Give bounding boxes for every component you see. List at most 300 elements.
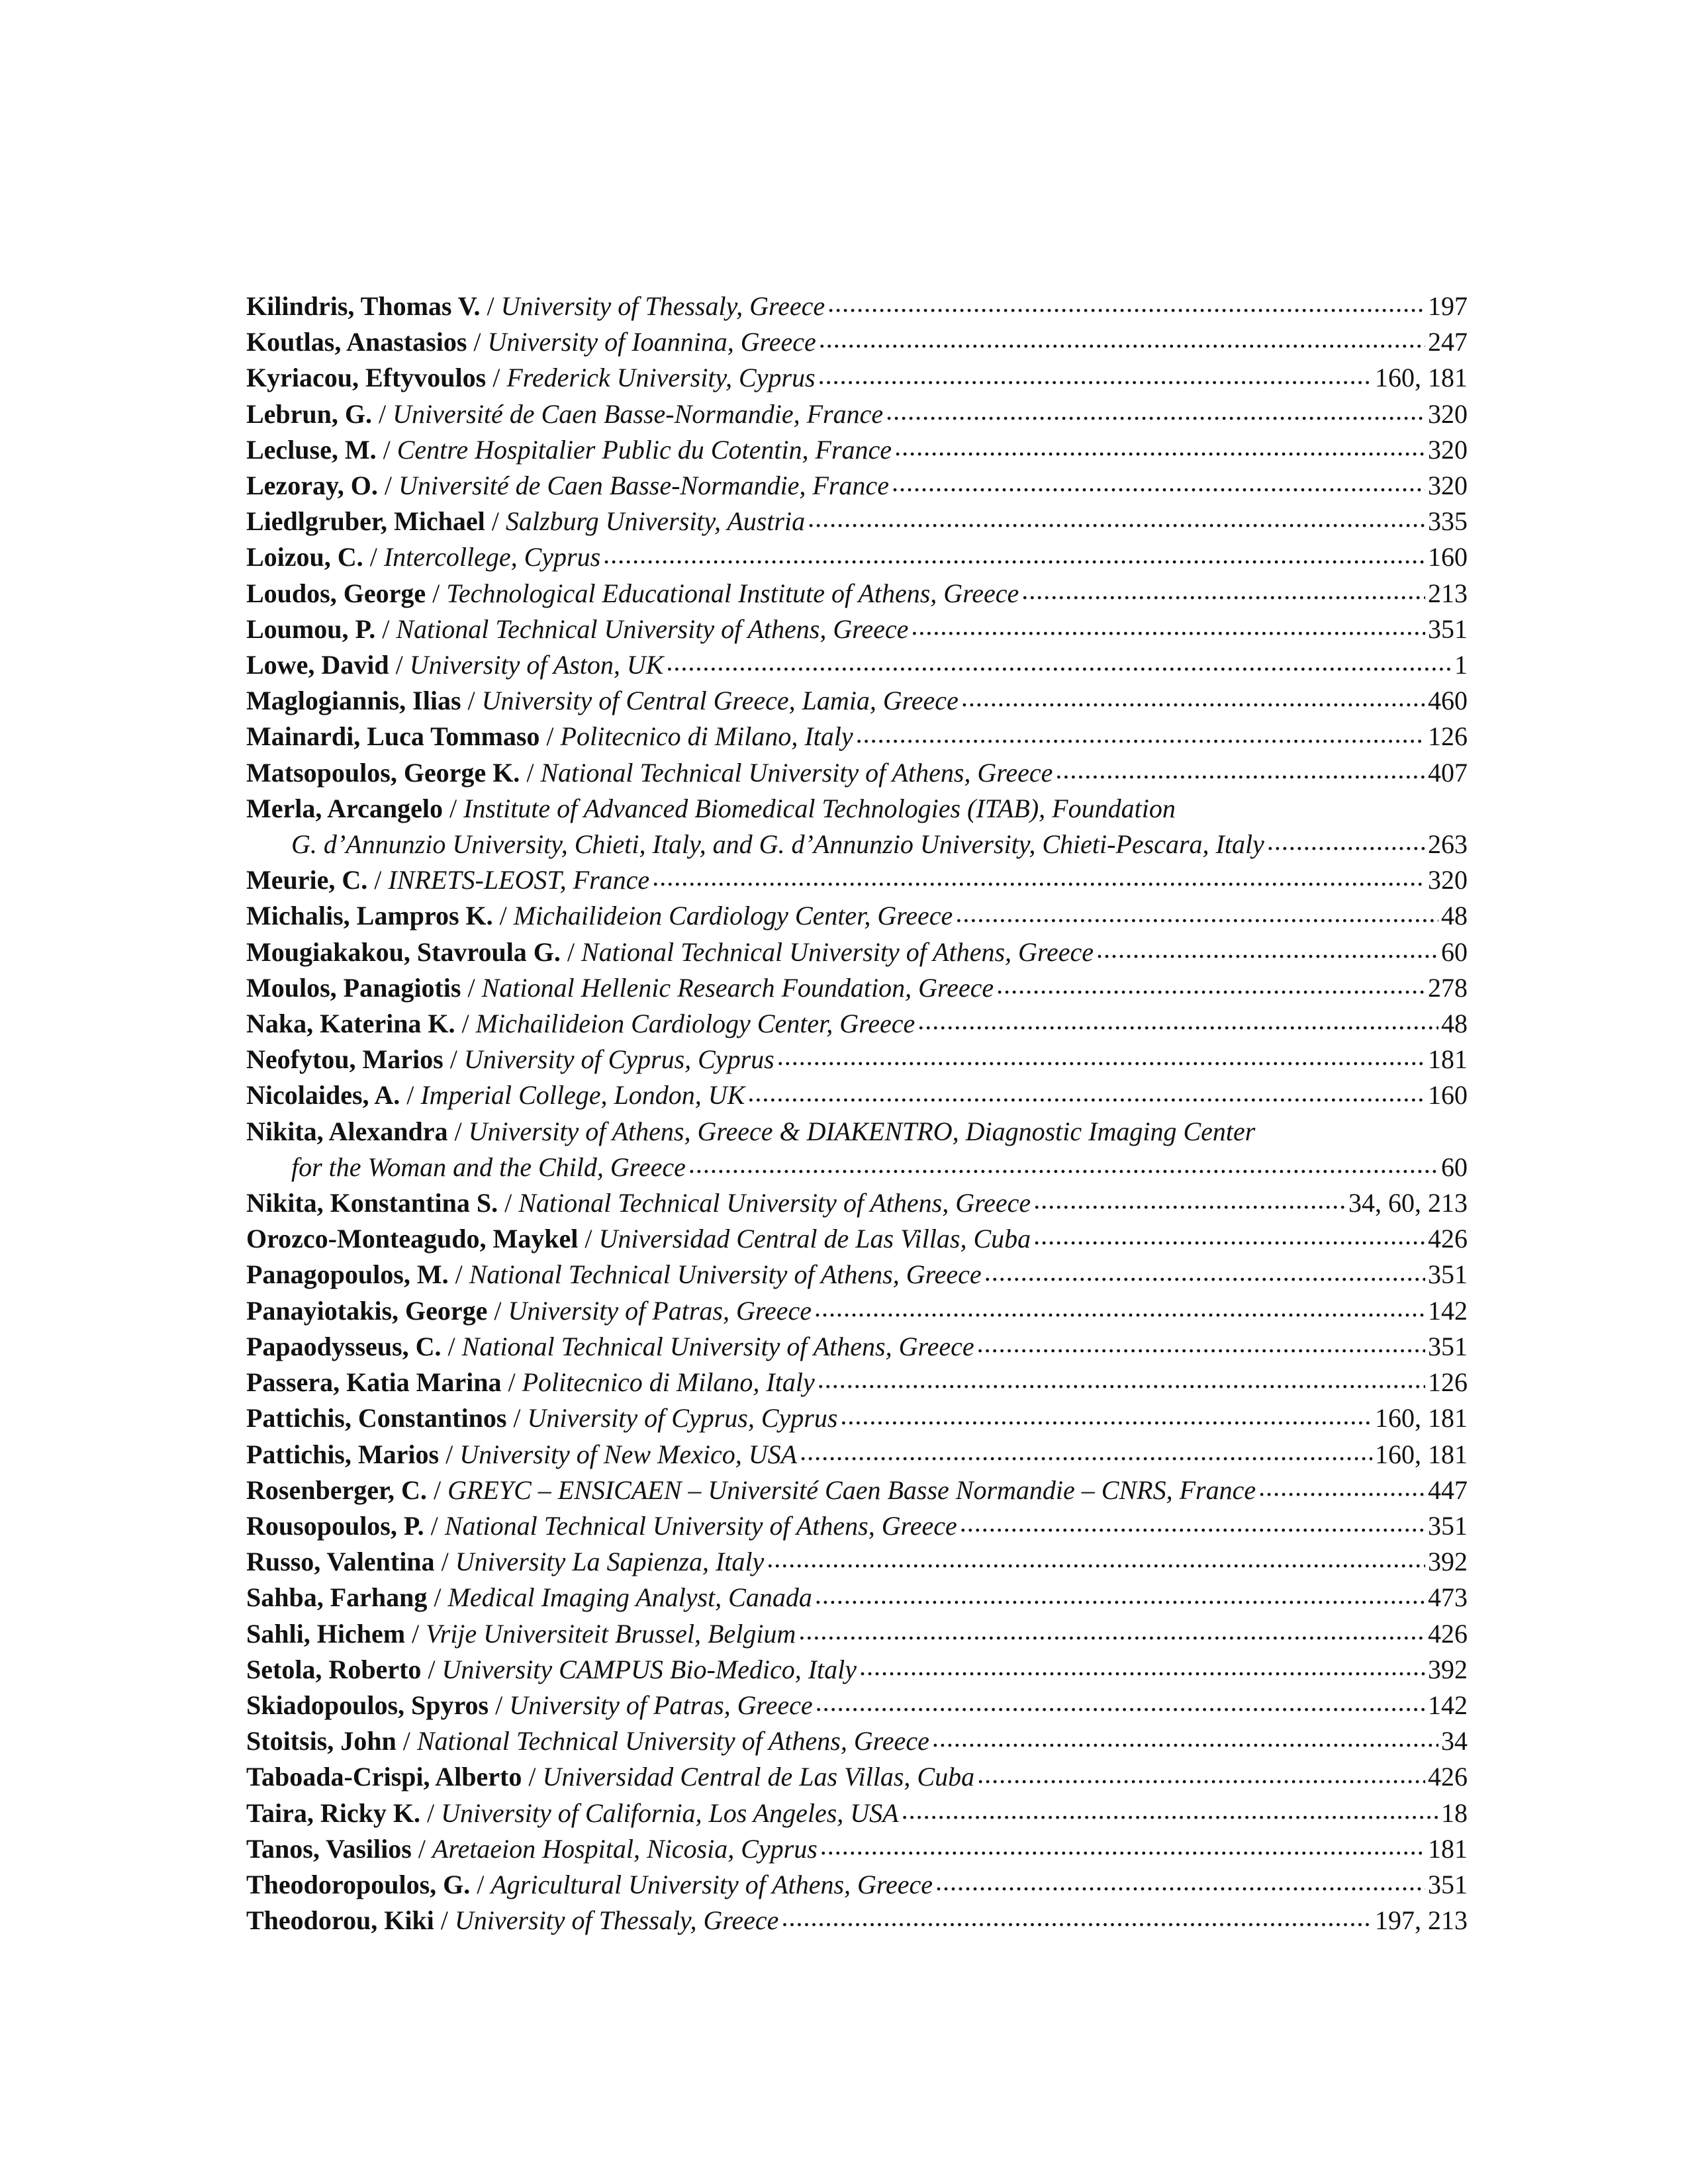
entry-line	[246, 1903, 1468, 1938]
page-numbers: 48	[1441, 901, 1468, 931]
index-entry	[246, 504, 1468, 539]
separator: /	[434, 1905, 455, 1936]
index-entry	[246, 576, 1468, 612]
author-affiliation: University of Patras, Greece	[509, 1690, 813, 1720]
page-numbers: 351	[1428, 1510, 1468, 1541]
dot-leader	[902, 1796, 1438, 1822]
separator: /	[461, 972, 482, 1003]
author-affiliation: Technological Educational Institute of Athens, Greece	[446, 578, 1019, 608]
index-entry	[246, 1831, 1468, 1867]
separator: /	[420, 1797, 442, 1828]
separator: /	[421, 1654, 442, 1684]
separator: /	[375, 614, 397, 644]
author-affiliation: Universidad Central de Las Villas, Cuba	[598, 1224, 1031, 1254]
author-affiliation: Salzburg University, Austria	[505, 506, 806, 537]
page-numbers: 18	[1441, 1797, 1468, 1828]
dot-leader	[1033, 1185, 1346, 1212]
page-numbers: 160, 181	[1375, 1403, 1468, 1433]
page-numbers: 60	[1441, 936, 1468, 967]
page-numbers: 335	[1428, 506, 1468, 537]
index-entry	[246, 755, 1468, 791]
separator: /	[470, 1869, 491, 1899]
page-numbers: 320	[1428, 865, 1468, 895]
author-name: Lecluse, M.	[246, 434, 377, 465]
author-affiliation: National Technical University of Athens, Greece	[416, 1726, 929, 1756]
page-numbers: 181	[1428, 1044, 1468, 1075]
dot-leader	[886, 396, 1425, 423]
page-numbers: 142	[1428, 1295, 1468, 1326]
author-name: Passera, Katia Marina	[246, 1367, 502, 1398]
index-entry	[246, 1077, 1468, 1113]
dot-leader	[1096, 934, 1438, 961]
author-affiliation: Intercollege, Cyprus	[383, 542, 601, 572]
index-entry	[246, 1365, 1468, 1400]
entry-line	[246, 576, 1468, 612]
separator: /	[424, 1510, 445, 1541]
dot-leader	[827, 289, 1425, 315]
index-entry	[246, 468, 1468, 504]
index-entry	[246, 1759, 1468, 1795]
separator: /	[441, 1331, 462, 1361]
author-name: Merla, Arcangelo	[246, 793, 443, 823]
entry-line	[246, 1365, 1468, 1400]
author-name: Loudos, George	[246, 578, 426, 608]
separator: /	[487, 1295, 508, 1326]
separator: /	[439, 1439, 460, 1469]
index-entry	[246, 1437, 1468, 1473]
entry-line	[246, 1580, 1468, 1615]
author-affiliation: University of New Mexico, USA	[459, 1439, 798, 1469]
author-affiliation: University of Patras, Greece	[508, 1295, 812, 1326]
dot-leader	[996, 970, 1425, 997]
index-entry	[246, 1688, 1468, 1723]
entry-line	[246, 862, 1468, 898]
separator: /	[520, 757, 541, 788]
separator: /	[367, 865, 389, 895]
author-name: Taira, Ricky K.	[246, 1797, 420, 1828]
author-affiliation: Michailideion Cardiology Center, Greece	[475, 1009, 915, 1039]
dot-leader	[652, 862, 1425, 889]
entry-line	[246, 647, 1468, 683]
entry-line	[246, 898, 1468, 934]
dot-leader	[932, 1723, 1438, 1750]
dot-leader	[894, 432, 1425, 459]
dot-leader	[814, 1293, 1425, 1320]
entry-continuation-line	[246, 1150, 1468, 1185]
author-name: Lebrun, G.	[246, 398, 373, 429]
dot-leader	[856, 719, 1425, 745]
page-numbers: 351	[1428, 1331, 1468, 1361]
page-numbers: 460	[1428, 686, 1468, 716]
separator: /	[492, 901, 514, 931]
author-affiliation: Vrije Universiteit Brussel, Belgium	[426, 1618, 796, 1649]
page-numbers: 426	[1428, 1224, 1468, 1254]
author-affiliation: National Technical University of Athens, Greece	[444, 1510, 957, 1541]
index-entry	[246, 1114, 1468, 1185]
index-entry	[246, 1042, 1468, 1077]
page-numbers: 160	[1428, 1080, 1468, 1111]
entry-line	[246, 1400, 1468, 1436]
index-entry	[246, 1616, 1468, 1652]
index-entry	[246, 1257, 1468, 1293]
index-entry	[246, 1580, 1468, 1615]
page-numbers: 1	[1454, 650, 1468, 680]
page-numbers: 351	[1428, 1869, 1468, 1899]
author-affiliation: Imperial College, London, UK	[420, 1080, 745, 1111]
dot-leader	[977, 1329, 1425, 1355]
dot-leader	[767, 1544, 1425, 1570]
index-entry	[246, 1329, 1468, 1365]
separator: /	[396, 1726, 417, 1756]
index-entry	[246, 396, 1468, 432]
separator: /	[467, 327, 488, 357]
separator: /	[455, 1009, 476, 1039]
page-numbers: 34	[1441, 1726, 1468, 1756]
page-numbers: 160	[1428, 542, 1468, 572]
separator: /	[411, 1833, 432, 1864]
author-affiliation: Aretaeion Hospital, Nicosia, Cyprus	[432, 1833, 818, 1864]
author-name: Maglogiannis, Ilias	[246, 686, 461, 716]
author-name: Setola, Roberto	[246, 1654, 422, 1684]
entry-line	[246, 324, 1468, 360]
author-name: Meurie, C.	[246, 865, 368, 895]
page-numbers: 126	[1428, 721, 1468, 752]
dot-leader	[800, 1437, 1372, 1463]
author-name: Orozco-Monteagudo, Maykel	[246, 1224, 579, 1254]
dot-leader	[859, 1652, 1425, 1678]
page-numbers: 320	[1428, 434, 1468, 465]
author-affiliation: Frederick University, Cyprus	[506, 363, 816, 393]
author-name: Pattichis, Marios	[246, 1439, 440, 1469]
separator: /	[400, 1080, 421, 1111]
author-affiliation: National Technical University of Athens, Greece	[540, 757, 1053, 788]
separator: /	[426, 1475, 448, 1505]
author-name: Lowe, David	[246, 650, 389, 680]
dot-leader	[1267, 827, 1425, 853]
entry-line	[246, 432, 1468, 468]
entry-line	[246, 539, 1468, 575]
author-name: Liedlgruber, Michael	[246, 506, 485, 537]
entry-line	[246, 612, 1468, 647]
index-entry	[246, 970, 1468, 1006]
entry-line	[246, 1006, 1468, 1042]
page-numbers: 197	[1428, 291, 1468, 321]
author-name: Mainardi, Luca Tommaso	[246, 721, 540, 752]
entry-line	[246, 1723, 1468, 1759]
index-entry	[246, 289, 1468, 324]
separator: /	[434, 1547, 455, 1577]
dot-leader	[819, 324, 1425, 351]
entry-line	[246, 1796, 1468, 1831]
page-numbers: 278	[1428, 972, 1468, 1003]
author-name: Kyriacou, Eftyvoulos	[246, 363, 487, 393]
page-numbers: 392	[1428, 1547, 1468, 1577]
author-name: Tanos, Vasilios	[246, 1833, 412, 1864]
dot-leader	[911, 612, 1425, 638]
separator: /	[506, 1403, 528, 1433]
author-affiliation: National Technical University of Athens, Greece	[469, 1259, 982, 1290]
author-name: Loumou, P.	[246, 614, 376, 644]
dot-leader	[977, 1759, 1425, 1786]
author-name: Nikita, Konstantina S.	[246, 1188, 498, 1218]
index-entry	[246, 539, 1468, 575]
dot-leader	[816, 1688, 1425, 1714]
separator: /	[489, 1690, 510, 1720]
entry-line	[246, 1114, 1468, 1150]
index-entry	[246, 1508, 1468, 1544]
author-affiliation: University of Ioannina, Greece	[487, 327, 816, 357]
separator: /	[560, 936, 582, 967]
entry-line	[246, 1688, 1468, 1723]
separator: /	[372, 398, 393, 429]
entry-line	[246, 396, 1468, 432]
separator: /	[461, 686, 482, 716]
separator: /	[443, 1044, 464, 1075]
index-entry	[246, 360, 1468, 396]
author-name: Rosenberger, C.	[246, 1475, 427, 1505]
affiliation-continuation: G. d’Annunzio University, Chieti, Italy, and G. d’Annunzio University, Chieti-Pescara, Italy	[291, 829, 1264, 860]
entry-line	[246, 504, 1468, 539]
dot-leader	[955, 898, 1438, 925]
index-entry	[246, 1293, 1468, 1329]
entry-line	[246, 1473, 1468, 1508]
entry-line	[246, 1544, 1468, 1580]
author-affiliation: Université de Caen Basse-Normandie, France	[398, 471, 889, 501]
separator: /	[377, 471, 399, 501]
index-entry	[246, 1903, 1468, 1938]
author-affiliation: Medical Imaging Analyst, Canada	[447, 1582, 812, 1613]
index-entry	[246, 1544, 1468, 1580]
entry-line	[246, 791, 1468, 827]
dot-leader	[777, 1042, 1425, 1068]
entry-line	[246, 683, 1468, 719]
index-entry	[246, 719, 1468, 754]
entry-line	[246, 1077, 1468, 1113]
page-numbers: 473	[1428, 1582, 1468, 1613]
page-numbers: 160, 181	[1375, 363, 1468, 393]
author-affiliation: Université de Caen Basse-Normandie, France	[393, 398, 884, 429]
author-name: Taboada-Crispi, Alberto	[246, 1762, 522, 1792]
author-name: Panagopoulos, M.	[246, 1259, 449, 1290]
author-affiliation: University of Cyprus, Cyprus	[527, 1403, 838, 1433]
author-name: Papaodysseus, C.	[246, 1331, 442, 1361]
page-numbers: 181	[1428, 1833, 1468, 1864]
page-numbers: 247	[1428, 327, 1468, 357]
author-name: Theodorou, Kiki	[246, 1905, 434, 1936]
index-entry	[246, 1185, 1468, 1221]
author-name: Nikita, Alexandra	[246, 1116, 448, 1146]
affiliation-continuation: for the Woman and the Child, Greece	[291, 1152, 686, 1182]
entry-line	[246, 1652, 1468, 1688]
page-numbers: 142	[1428, 1690, 1468, 1720]
index-entry	[246, 862, 1468, 898]
index-entry	[246, 647, 1468, 683]
entry-line	[246, 719, 1468, 754]
author-name: Koutlas, Anastasios	[246, 327, 467, 357]
separator: /	[426, 578, 447, 608]
page-numbers: 160, 181	[1375, 1439, 1468, 1469]
index-entry	[246, 612, 1468, 647]
author-affiliation: Michailideion Cardiology Center, Greece	[513, 901, 953, 931]
page-numbers: 197, 213	[1375, 1905, 1468, 1936]
author-affiliation: National Technical University of Athens, Greece	[581, 936, 1094, 967]
separator: /	[376, 434, 397, 465]
author-index-list	[246, 289, 1468, 1938]
dot-leader	[961, 683, 1425, 709]
author-name: Naka, Katerina K.	[246, 1009, 455, 1039]
entry-line	[246, 1831, 1468, 1867]
author-name: Sahba, Farhang	[246, 1582, 428, 1613]
dot-leader	[798, 1616, 1425, 1643]
author-name: Theodoropoulos, G.	[246, 1869, 471, 1899]
separator: /	[442, 793, 464, 823]
entry-line	[246, 1293, 1468, 1329]
dot-leader	[815, 1580, 1425, 1606]
index-entry	[246, 432, 1468, 468]
entry-line	[246, 970, 1468, 1006]
entry-line	[246, 1185, 1468, 1221]
author-name: Michalis, Lampros K.	[246, 901, 493, 931]
author-affiliation: National Technical University of Athens, Greece	[461, 1331, 974, 1361]
dot-leader	[892, 468, 1425, 494]
separator: /	[405, 1618, 426, 1649]
entry-line	[246, 1257, 1468, 1293]
author-name: Pattichis, Constantinos	[246, 1403, 507, 1433]
author-affiliation: University of Thessaly, Greece	[500, 291, 825, 321]
index-entry	[246, 1796, 1468, 1831]
dot-leader	[1258, 1473, 1425, 1499]
author-name: Panayiotakis, George	[246, 1295, 488, 1326]
index-entry	[246, 1723, 1468, 1759]
page-numbers: 320	[1428, 471, 1468, 501]
entry-line	[246, 289, 1468, 324]
author-affiliation: Centre Hospitalier Public du Cotentin, France	[397, 434, 892, 465]
dot-leader	[984, 1257, 1425, 1283]
author-affiliation: University La Sapienza, Italy	[455, 1547, 765, 1577]
author-name: Sahli, Hichem	[246, 1618, 406, 1649]
author-affiliation: INRETS-LEOST, France	[388, 865, 650, 895]
index-entry	[246, 324, 1468, 360]
entry-line	[246, 1042, 1468, 1077]
page-numbers: 392	[1428, 1654, 1468, 1684]
page-numbers: 426	[1428, 1618, 1468, 1649]
author-name: Mougiakakou, Stavroula G.	[246, 936, 561, 967]
page-numbers: 351	[1428, 614, 1468, 644]
separator: /	[498, 1188, 519, 1218]
page-numbers: 263	[1428, 829, 1468, 860]
dot-leader	[1055, 755, 1425, 782]
index-entry	[246, 683, 1468, 719]
separator: /	[363, 542, 384, 572]
page-numbers: 320	[1428, 398, 1468, 429]
author-affiliation: University CAMPUS Bio-Medico, Italy	[442, 1654, 857, 1684]
page-numbers: 351	[1428, 1259, 1468, 1290]
entry-line	[246, 1616, 1468, 1652]
author-name: Russo, Valentina	[246, 1547, 435, 1577]
page-numbers: 48	[1441, 1009, 1468, 1039]
dot-leader	[1033, 1221, 1425, 1248]
page-numbers: 60	[1441, 1152, 1468, 1182]
page-numbers: 126	[1428, 1367, 1468, 1398]
index-entry	[246, 934, 1468, 970]
dot-leader	[820, 1831, 1425, 1858]
dot-leader	[688, 1150, 1438, 1176]
author-affiliation: University of Cyprus, Cyprus	[463, 1044, 774, 1075]
entry-line	[246, 1221, 1468, 1257]
separator: /	[448, 1259, 469, 1290]
separator: /	[389, 650, 410, 680]
dot-leader	[603, 539, 1425, 566]
entry-continuation-line	[246, 827, 1468, 862]
page-numbers: 213	[1428, 578, 1468, 608]
entry-line	[246, 1508, 1468, 1544]
author-affiliation: GREYC – ENSICAEN – Université Caen Basse Normandie – CNRS, France	[447, 1475, 1256, 1505]
dot-leader	[781, 1903, 1372, 1929]
separator: /	[578, 1224, 599, 1254]
index-entry	[246, 791, 1468, 862]
author-affiliation: Institute of Advanced Biomedical Technologies (ITAB), Foundation	[463, 793, 1176, 823]
dot-leader	[960, 1508, 1425, 1535]
author-name: Matsopoulos, George K.	[246, 757, 520, 788]
separator: /	[427, 1582, 448, 1613]
dot-leader	[808, 504, 1425, 530]
author-affiliation: National Technical University of Athens, Greece	[396, 614, 909, 644]
author-affiliation: Agricultural University of Athens, Greece	[491, 1869, 933, 1899]
author-name: Nicolaides, A.	[246, 1080, 400, 1111]
author-name: Rousopoulos, P.	[246, 1510, 424, 1541]
author-affiliation: University of Athens, Greece & DIAKENTRO, Diagnostic Imaging Center	[468, 1116, 1256, 1146]
author-affiliation: University of Thessaly, Greece	[454, 1905, 779, 1936]
separator: /	[486, 363, 507, 393]
dot-leader	[1021, 576, 1425, 602]
separator: /	[485, 506, 506, 537]
author-name: Kilindris, Thomas V.	[246, 291, 481, 321]
entry-line	[246, 755, 1468, 791]
dot-leader	[840, 1400, 1372, 1427]
author-name: Moulos, Panagiotis	[246, 972, 461, 1003]
separator: /	[539, 721, 561, 752]
dot-leader	[666, 647, 1452, 674]
author-affiliation: University of Central Greece, Lamia, Greece	[481, 686, 959, 716]
separator: /	[447, 1116, 469, 1146]
entry-line	[246, 1329, 1468, 1365]
author-name: Skiadopoulos, Spyros	[246, 1690, 489, 1720]
page-numbers: 426	[1428, 1762, 1468, 1792]
index-entry	[246, 898, 1468, 934]
dot-leader	[917, 1006, 1438, 1032]
index-entry	[246, 1473, 1468, 1508]
author-name: Lezoray, O.	[246, 471, 378, 501]
dot-leader	[747, 1077, 1425, 1104]
index-entry	[246, 1867, 1468, 1903]
separator: /	[501, 1367, 522, 1398]
author-affiliation: National Hellenic Research Foundation, Greece	[481, 972, 994, 1003]
separator: /	[522, 1762, 543, 1792]
index-entry	[246, 1221, 1468, 1257]
page-numbers: 407	[1428, 757, 1468, 788]
author-affiliation: Politecnico di Milano, Italy	[522, 1367, 815, 1398]
index-entry	[246, 1400, 1468, 1436]
entry-line	[246, 468, 1468, 504]
author-affiliation: Universidad Central de Las Villas, Cuba	[542, 1762, 975, 1792]
dot-leader	[818, 1365, 1425, 1391]
entry-line	[246, 934, 1468, 970]
entry-line	[246, 1867, 1468, 1903]
author-name: Neofytou, Marios	[246, 1044, 444, 1075]
author-affiliation: University of Aston, UK	[409, 650, 664, 680]
dot-leader	[818, 360, 1372, 387]
entry-line	[246, 360, 1468, 396]
